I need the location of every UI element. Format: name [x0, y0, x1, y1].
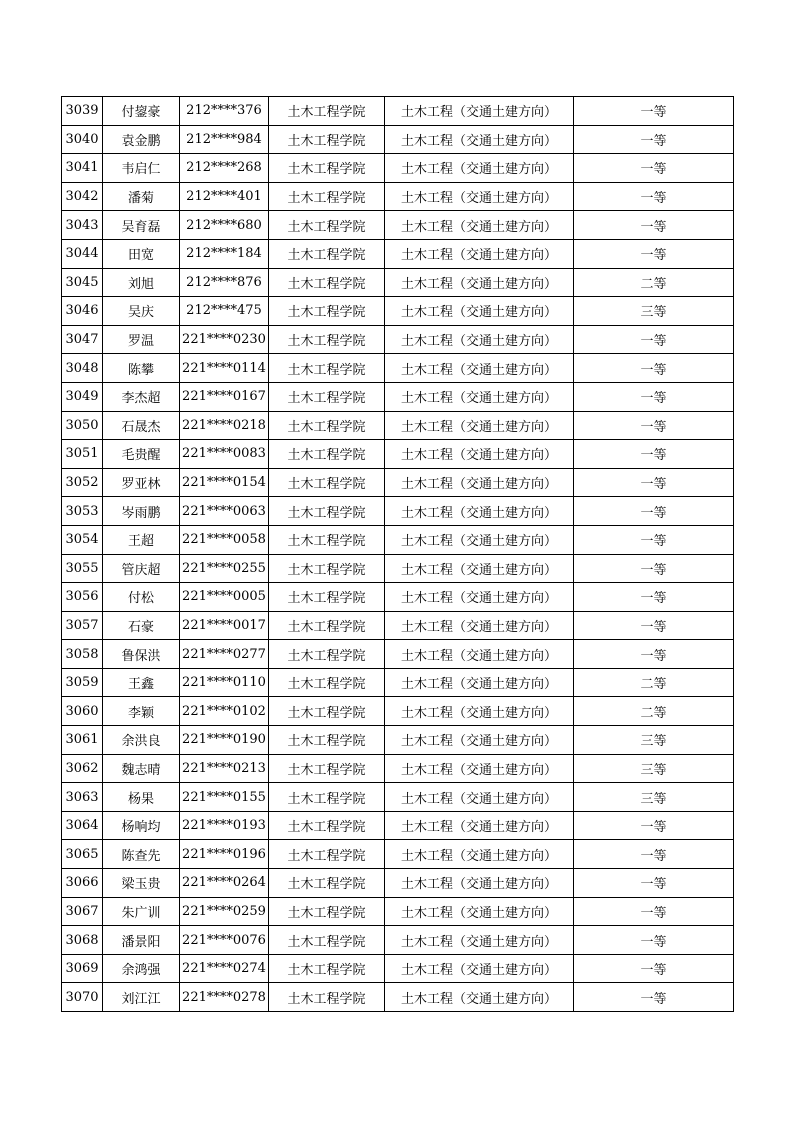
student-id-cell: 212****475 — [180, 297, 269, 326]
award-grade-cell: 一等 — [574, 983, 734, 1012]
major-cell: 土木工程（交通土建方向） — [385, 325, 574, 354]
college-cell: 土木工程学院 — [269, 525, 385, 554]
row-number-cell: 3042 — [62, 182, 103, 211]
student-name-cell: 陈攀 — [103, 354, 180, 383]
major-cell: 土木工程（交通土建方向） — [385, 125, 574, 154]
student-name-cell: 付松 — [103, 583, 180, 612]
award-grade-cell: 二等 — [574, 668, 734, 697]
award-grade-cell: 一等 — [574, 811, 734, 840]
award-grade-cell: 二等 — [574, 697, 734, 726]
table-row — [62, 125, 734, 154]
college-cell: 土木工程学院 — [269, 668, 385, 697]
student-id-cell: 221****0063 — [180, 497, 269, 526]
college-cell: 土木工程学院 — [269, 211, 385, 240]
award-grade-cell: 一等 — [574, 926, 734, 955]
student-name-cell: 朱广训 — [103, 897, 180, 926]
award-grade-cell: 一等 — [574, 239, 734, 268]
row-number-cell: 3049 — [62, 382, 103, 411]
student-id-cell: 221****0083 — [180, 440, 269, 469]
major-cell: 土木工程（交通土建方向） — [385, 354, 574, 383]
row-number-cell: 3048 — [62, 354, 103, 383]
row-number-cell: 3070 — [62, 983, 103, 1012]
major-cell: 土木工程（交通土建方向） — [385, 239, 574, 268]
row-number-cell: 3058 — [62, 640, 103, 669]
major-cell: 土木工程（交通土建方向） — [385, 468, 574, 497]
student-name-cell: 刘江江 — [103, 983, 180, 1012]
row-number-cell: 3054 — [62, 525, 103, 554]
student-name-cell: 杨响均 — [103, 811, 180, 840]
student-name-cell: 余鸿强 — [103, 954, 180, 983]
table-row — [62, 897, 734, 926]
student-name-cell: 潘菊 — [103, 182, 180, 211]
student-name-cell: 管庆超 — [103, 554, 180, 583]
student-id-cell: 221****0255 — [180, 554, 269, 583]
row-number-cell: 3057 — [62, 611, 103, 640]
college-cell: 土木工程学院 — [269, 354, 385, 383]
student-name-cell: 鲁保洪 — [103, 640, 180, 669]
student-name-cell: 魏志晴 — [103, 754, 180, 783]
award-grade-cell: 一等 — [574, 525, 734, 554]
table-row — [62, 640, 734, 669]
college-cell: 土木工程学院 — [269, 97, 385, 126]
student-name-cell: 石晟杰 — [103, 411, 180, 440]
college-cell: 土木工程学院 — [269, 297, 385, 326]
row-number-cell: 3041 — [62, 154, 103, 183]
college-cell: 土木工程学院 — [269, 154, 385, 183]
row-number-cell: 3053 — [62, 497, 103, 526]
student-id-cell: 221****0102 — [180, 697, 269, 726]
major-cell: 土木工程（交通土建方向） — [385, 382, 574, 411]
award-grade-cell: 一等 — [574, 954, 734, 983]
student-name-cell: 岑雨鹏 — [103, 497, 180, 526]
major-cell: 土木工程（交通土建方向） — [385, 297, 574, 326]
table-row — [62, 154, 734, 183]
college-cell: 土木工程学院 — [269, 497, 385, 526]
table-row — [62, 554, 734, 583]
row-number-cell: 3056 — [62, 583, 103, 612]
student-name-cell: 付鋆豪 — [103, 97, 180, 126]
table-row — [62, 983, 734, 1012]
table-row — [62, 869, 734, 898]
major-cell: 土木工程（交通土建方向） — [385, 783, 574, 812]
college-cell: 土木工程学院 — [269, 954, 385, 983]
major-cell: 土木工程（交通土建方向） — [385, 554, 574, 583]
student-name-cell: 田宽 — [103, 239, 180, 268]
table-row — [62, 268, 734, 297]
student-name-cell: 杨果 — [103, 783, 180, 812]
college-cell: 土木工程学院 — [269, 268, 385, 297]
table-row — [62, 382, 734, 411]
table-row — [62, 468, 734, 497]
row-number-cell: 3047 — [62, 325, 103, 354]
table-row — [62, 840, 734, 869]
college-cell: 土木工程学院 — [269, 125, 385, 154]
table-row — [62, 926, 734, 955]
table-row — [62, 297, 734, 326]
award-grade-cell: 一等 — [574, 440, 734, 469]
student-id-cell: 221****0190 — [180, 726, 269, 755]
student-id-cell: 221****0076 — [180, 926, 269, 955]
table-body — [62, 97, 734, 1012]
college-cell: 土木工程学院 — [269, 411, 385, 440]
student-name-cell: 袁金鹏 — [103, 125, 180, 154]
award-grade-cell: 三等 — [574, 726, 734, 755]
row-number-cell: 3065 — [62, 840, 103, 869]
student-id-cell: 212****268 — [180, 154, 269, 183]
major-cell: 土木工程（交通土建方向） — [385, 211, 574, 240]
college-cell: 土木工程学院 — [269, 583, 385, 612]
major-cell: 土木工程（交通土建方向） — [385, 754, 574, 783]
student-name-cell: 罗温 — [103, 325, 180, 354]
row-number-cell: 3066 — [62, 869, 103, 898]
student-id-cell: 221****0213 — [180, 754, 269, 783]
table-row — [62, 182, 734, 211]
table-row — [62, 325, 734, 354]
college-cell: 土木工程学院 — [269, 611, 385, 640]
student-name-cell: 罗亚林 — [103, 468, 180, 497]
row-number-cell: 3069 — [62, 954, 103, 983]
award-grade-cell: 一等 — [574, 211, 734, 240]
student-id-cell: 221****0017 — [180, 611, 269, 640]
row-number-cell: 3055 — [62, 554, 103, 583]
award-grade-cell: 一等 — [574, 869, 734, 898]
student-name-cell: 余洪良 — [103, 726, 180, 755]
major-cell: 土木工程（交通土建方向） — [385, 640, 574, 669]
student-id-cell: 221****0110 — [180, 668, 269, 697]
table-row — [62, 583, 734, 612]
student-id-cell: 221****0230 — [180, 325, 269, 354]
table-row — [62, 697, 734, 726]
major-cell: 土木工程（交通土建方向） — [385, 97, 574, 126]
table-row — [62, 211, 734, 240]
student-name-cell: 李颖 — [103, 697, 180, 726]
table-row — [62, 954, 734, 983]
row-number-cell: 3044 — [62, 239, 103, 268]
award-grade-cell: 一等 — [574, 611, 734, 640]
major-cell: 土木工程（交通土建方向） — [385, 268, 574, 297]
major-cell: 土木工程（交通土建方向） — [385, 440, 574, 469]
major-cell: 土木工程（交通土建方向） — [385, 897, 574, 926]
college-cell: 土木工程学院 — [269, 869, 385, 898]
row-number-cell: 3059 — [62, 668, 103, 697]
student-name-cell: 刘旭 — [103, 268, 180, 297]
table-row — [62, 97, 734, 126]
row-number-cell: 3039 — [62, 97, 103, 126]
college-cell: 土木工程学院 — [269, 440, 385, 469]
college-cell: 土木工程学院 — [269, 382, 385, 411]
student-id-cell: 212****680 — [180, 211, 269, 240]
table-row — [62, 754, 734, 783]
major-cell: 土木工程（交通土建方向） — [385, 668, 574, 697]
award-grade-cell: 一等 — [574, 840, 734, 869]
college-cell: 土木工程学院 — [269, 783, 385, 812]
row-number-cell: 3051 — [62, 440, 103, 469]
row-number-cell: 3050 — [62, 411, 103, 440]
student-name-cell: 吴庆 — [103, 297, 180, 326]
table-row — [62, 440, 734, 469]
student-id-cell: 221****0058 — [180, 525, 269, 554]
award-grade-cell: 一等 — [574, 583, 734, 612]
college-cell: 土木工程学院 — [269, 325, 385, 354]
major-cell: 土木工程（交通土建方向） — [385, 411, 574, 440]
row-number-cell: 3043 — [62, 211, 103, 240]
college-cell: 土木工程学院 — [269, 983, 385, 1012]
award-grade-cell: 一等 — [574, 497, 734, 526]
major-cell: 土木工程（交通土建方向） — [385, 954, 574, 983]
award-grade-cell: 一等 — [574, 411, 734, 440]
major-cell: 土木工程（交通土建方向） — [385, 497, 574, 526]
row-number-cell: 3052 — [62, 468, 103, 497]
major-cell: 土木工程（交通土建方向） — [385, 840, 574, 869]
student-id-cell: 212****984 — [180, 125, 269, 154]
major-cell: 土木工程（交通土建方向） — [385, 525, 574, 554]
student-id-cell: 221****0005 — [180, 583, 269, 612]
table-row — [62, 668, 734, 697]
student-name-cell: 王鑫 — [103, 668, 180, 697]
table-row — [62, 497, 734, 526]
student-name-cell: 韦启仁 — [103, 154, 180, 183]
student-id-cell: 212****376 — [180, 97, 269, 126]
table-row — [62, 239, 734, 268]
award-grade-cell: 一等 — [574, 382, 734, 411]
student-id-cell: 221****0259 — [180, 897, 269, 926]
college-cell: 土木工程学院 — [269, 754, 385, 783]
college-cell: 土木工程学院 — [269, 182, 385, 211]
student-id-cell: 212****876 — [180, 268, 269, 297]
college-cell: 土木工程学院 — [269, 726, 385, 755]
award-grade-cell: 一等 — [574, 354, 734, 383]
student-id-cell: 221****0154 — [180, 468, 269, 497]
student-id-cell: 221****0274 — [180, 954, 269, 983]
student-id-cell: 221****0196 — [180, 840, 269, 869]
row-number-cell: 3046 — [62, 297, 103, 326]
major-cell: 土木工程（交通土建方向） — [385, 154, 574, 183]
table-row — [62, 611, 734, 640]
major-cell: 土木工程（交通土建方向） — [385, 583, 574, 612]
award-grade-cell: 一等 — [574, 154, 734, 183]
table-row — [62, 354, 734, 383]
table-row — [62, 525, 734, 554]
table-row — [62, 811, 734, 840]
award-list-table — [61, 96, 734, 1012]
major-cell: 土木工程（交通土建方向） — [385, 726, 574, 755]
student-name-cell: 梁玉贵 — [103, 869, 180, 898]
student-id-cell: 221****0193 — [180, 811, 269, 840]
student-name-cell: 毛贵醒 — [103, 440, 180, 469]
row-number-cell: 3068 — [62, 926, 103, 955]
student-name-cell: 李杰超 — [103, 382, 180, 411]
major-cell: 土木工程（交通土建方向） — [385, 983, 574, 1012]
award-grade-cell: 三等 — [574, 297, 734, 326]
student-name-cell: 王超 — [103, 525, 180, 554]
college-cell: 土木工程学院 — [269, 840, 385, 869]
table-row — [62, 726, 734, 755]
row-number-cell: 3061 — [62, 726, 103, 755]
award-grade-cell: 三等 — [574, 754, 734, 783]
college-cell: 土木工程学院 — [269, 239, 385, 268]
college-cell: 土木工程学院 — [269, 468, 385, 497]
student-id-cell: 221****0155 — [180, 783, 269, 812]
award-grade-cell: 一等 — [574, 468, 734, 497]
student-id-cell: 221****0264 — [180, 869, 269, 898]
table-row — [62, 783, 734, 812]
student-name-cell: 潘景阳 — [103, 926, 180, 955]
award-grade-cell: 一等 — [574, 125, 734, 154]
college-cell: 土木工程学院 — [269, 697, 385, 726]
award-grade-cell: 一等 — [574, 325, 734, 354]
student-name-cell: 吴育磊 — [103, 211, 180, 240]
major-cell: 土木工程（交通土建方向） — [385, 182, 574, 211]
student-id-cell: 221****0278 — [180, 983, 269, 1012]
student-id-cell: 212****184 — [180, 239, 269, 268]
college-cell: 土木工程学院 — [269, 640, 385, 669]
student-id-cell: 221****0167 — [180, 382, 269, 411]
student-id-cell: 221****0277 — [180, 640, 269, 669]
student-id-cell: 221****0114 — [180, 354, 269, 383]
award-grade-cell: 一等 — [574, 640, 734, 669]
student-name-cell: 陈查先 — [103, 840, 180, 869]
award-grade-cell: 三等 — [574, 783, 734, 812]
student-id-cell: 212****401 — [180, 182, 269, 211]
award-grade-cell: 一等 — [574, 97, 734, 126]
row-number-cell: 3060 — [62, 697, 103, 726]
major-cell: 土木工程（交通土建方向） — [385, 869, 574, 898]
award-grade-cell: 二等 — [574, 268, 734, 297]
college-cell: 土木工程学院 — [269, 897, 385, 926]
row-number-cell: 3064 — [62, 811, 103, 840]
row-number-cell: 3040 — [62, 125, 103, 154]
college-cell: 土木工程学院 — [269, 554, 385, 583]
row-number-cell: 3045 — [62, 268, 103, 297]
award-grade-cell: 一等 — [574, 182, 734, 211]
student-name-cell: 石豪 — [103, 611, 180, 640]
award-grade-cell: 一等 — [574, 554, 734, 583]
table-row — [62, 411, 734, 440]
major-cell: 土木工程（交通土建方向） — [385, 926, 574, 955]
row-number-cell: 3063 — [62, 783, 103, 812]
student-id-cell: 221****0218 — [180, 411, 269, 440]
college-cell: 土木工程学院 — [269, 811, 385, 840]
college-cell: 土木工程学院 — [269, 926, 385, 955]
row-number-cell: 3062 — [62, 754, 103, 783]
major-cell: 土木工程（交通土建方向） — [385, 611, 574, 640]
major-cell: 土木工程（交通土建方向） — [385, 697, 574, 726]
award-grade-cell: 一等 — [574, 897, 734, 926]
major-cell: 土木工程（交通土建方向） — [385, 811, 574, 840]
row-number-cell: 3067 — [62, 897, 103, 926]
